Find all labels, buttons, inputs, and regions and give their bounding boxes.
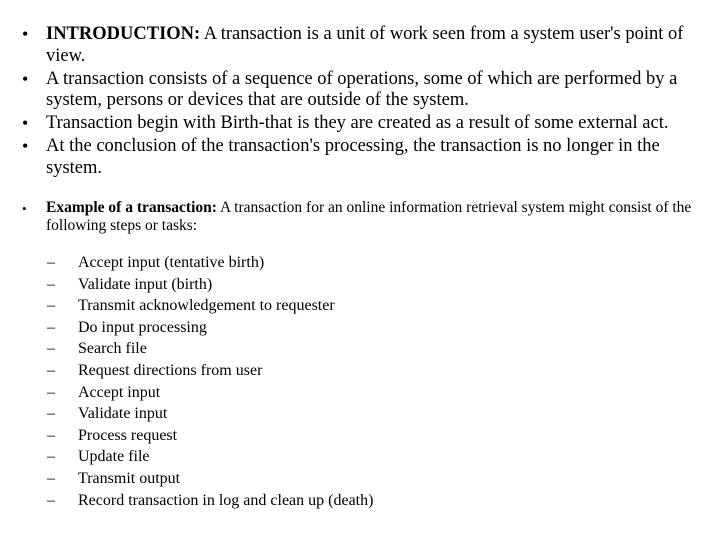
step-text: Accept input [78, 383, 161, 401]
step-text: Update file [78, 448, 150, 466]
step-text: Request directions from user [78, 361, 263, 379]
bullet-sequence [22, 69, 714, 112]
step-dash: – [47, 361, 55, 379]
bullet-marker: • [22, 68, 29, 89]
step-item [47, 468, 373, 490]
bullet-marker: • [22, 24, 29, 44]
step-dash: – [47, 405, 55, 423]
step-dash: – [47, 426, 55, 444]
step-item [47, 403, 373, 425]
bullet-marker: • [22, 113, 29, 133]
example-text: A transaction for an online information retrieval system might consist of the following steps or tasks: [46, 199, 692, 234]
bullet-text: A transaction is a unit of work seen from a system user's point of view. [46, 24, 684, 66]
step-text: Transmit acknowledgement to requester [78, 297, 335, 315]
step-item [47, 425, 373, 447]
step-text: Validate input (birth) [78, 275, 213, 293]
step-dash: – [47, 448, 55, 466]
step-text: Accept input (tentative birth) [78, 254, 265, 271]
steps-list [47, 252, 373, 511]
step-dash: – [47, 318, 55, 336]
bullet-list [22, 24, 714, 181]
step-item [47, 490, 373, 512]
step-dash: – [47, 491, 55, 509]
bullet-introduction [22, 24, 714, 67]
step-dash: – [47, 297, 55, 315]
bullet-text: At the conclusion of the transaction's processing, the transaction is no longer in the system. [46, 136, 660, 178]
step-item [47, 338, 373, 360]
step-text: Validate input [78, 405, 168, 423]
example-lead: Example of a transaction: [46, 199, 217, 216]
step-dash: – [47, 340, 55, 358]
step-item [47, 446, 373, 468]
step-item [47, 252, 373, 274]
step-text: Transmit output [78, 469, 181, 487]
bullet-marker: • [22, 201, 27, 216]
bullet-text: A transaction consists of a sequence of operations, some of which are performed by a system, persons or devices that are outside of the system. [46, 68, 678, 110]
step-text: Record transaction in log and clean up (death) [78, 491, 374, 509]
bullet-birth [22, 113, 714, 135]
step-dash: – [47, 254, 55, 271]
step-dash: – [47, 275, 55, 293]
step-dash: – [47, 383, 55, 401]
step-dash: – [47, 469, 55, 487]
step-item [47, 360, 373, 382]
step-item [47, 382, 373, 404]
step-item [47, 317, 373, 339]
step-item [47, 274, 373, 296]
step-text: Process request [78, 426, 178, 444]
step-item [47, 295, 373, 317]
bullet-lead: INTRODUCTION: [46, 24, 201, 44]
bullet-conclusion [22, 136, 714, 179]
step-text: Do input processing [78, 318, 207, 336]
bullet-text: Transaction begin with Birth-that is they are created as a result of some external act. [46, 113, 669, 133]
step-text: Search file [78, 340, 147, 358]
example-paragraph [22, 199, 714, 234]
bullet-marker: • [22, 136, 29, 156]
